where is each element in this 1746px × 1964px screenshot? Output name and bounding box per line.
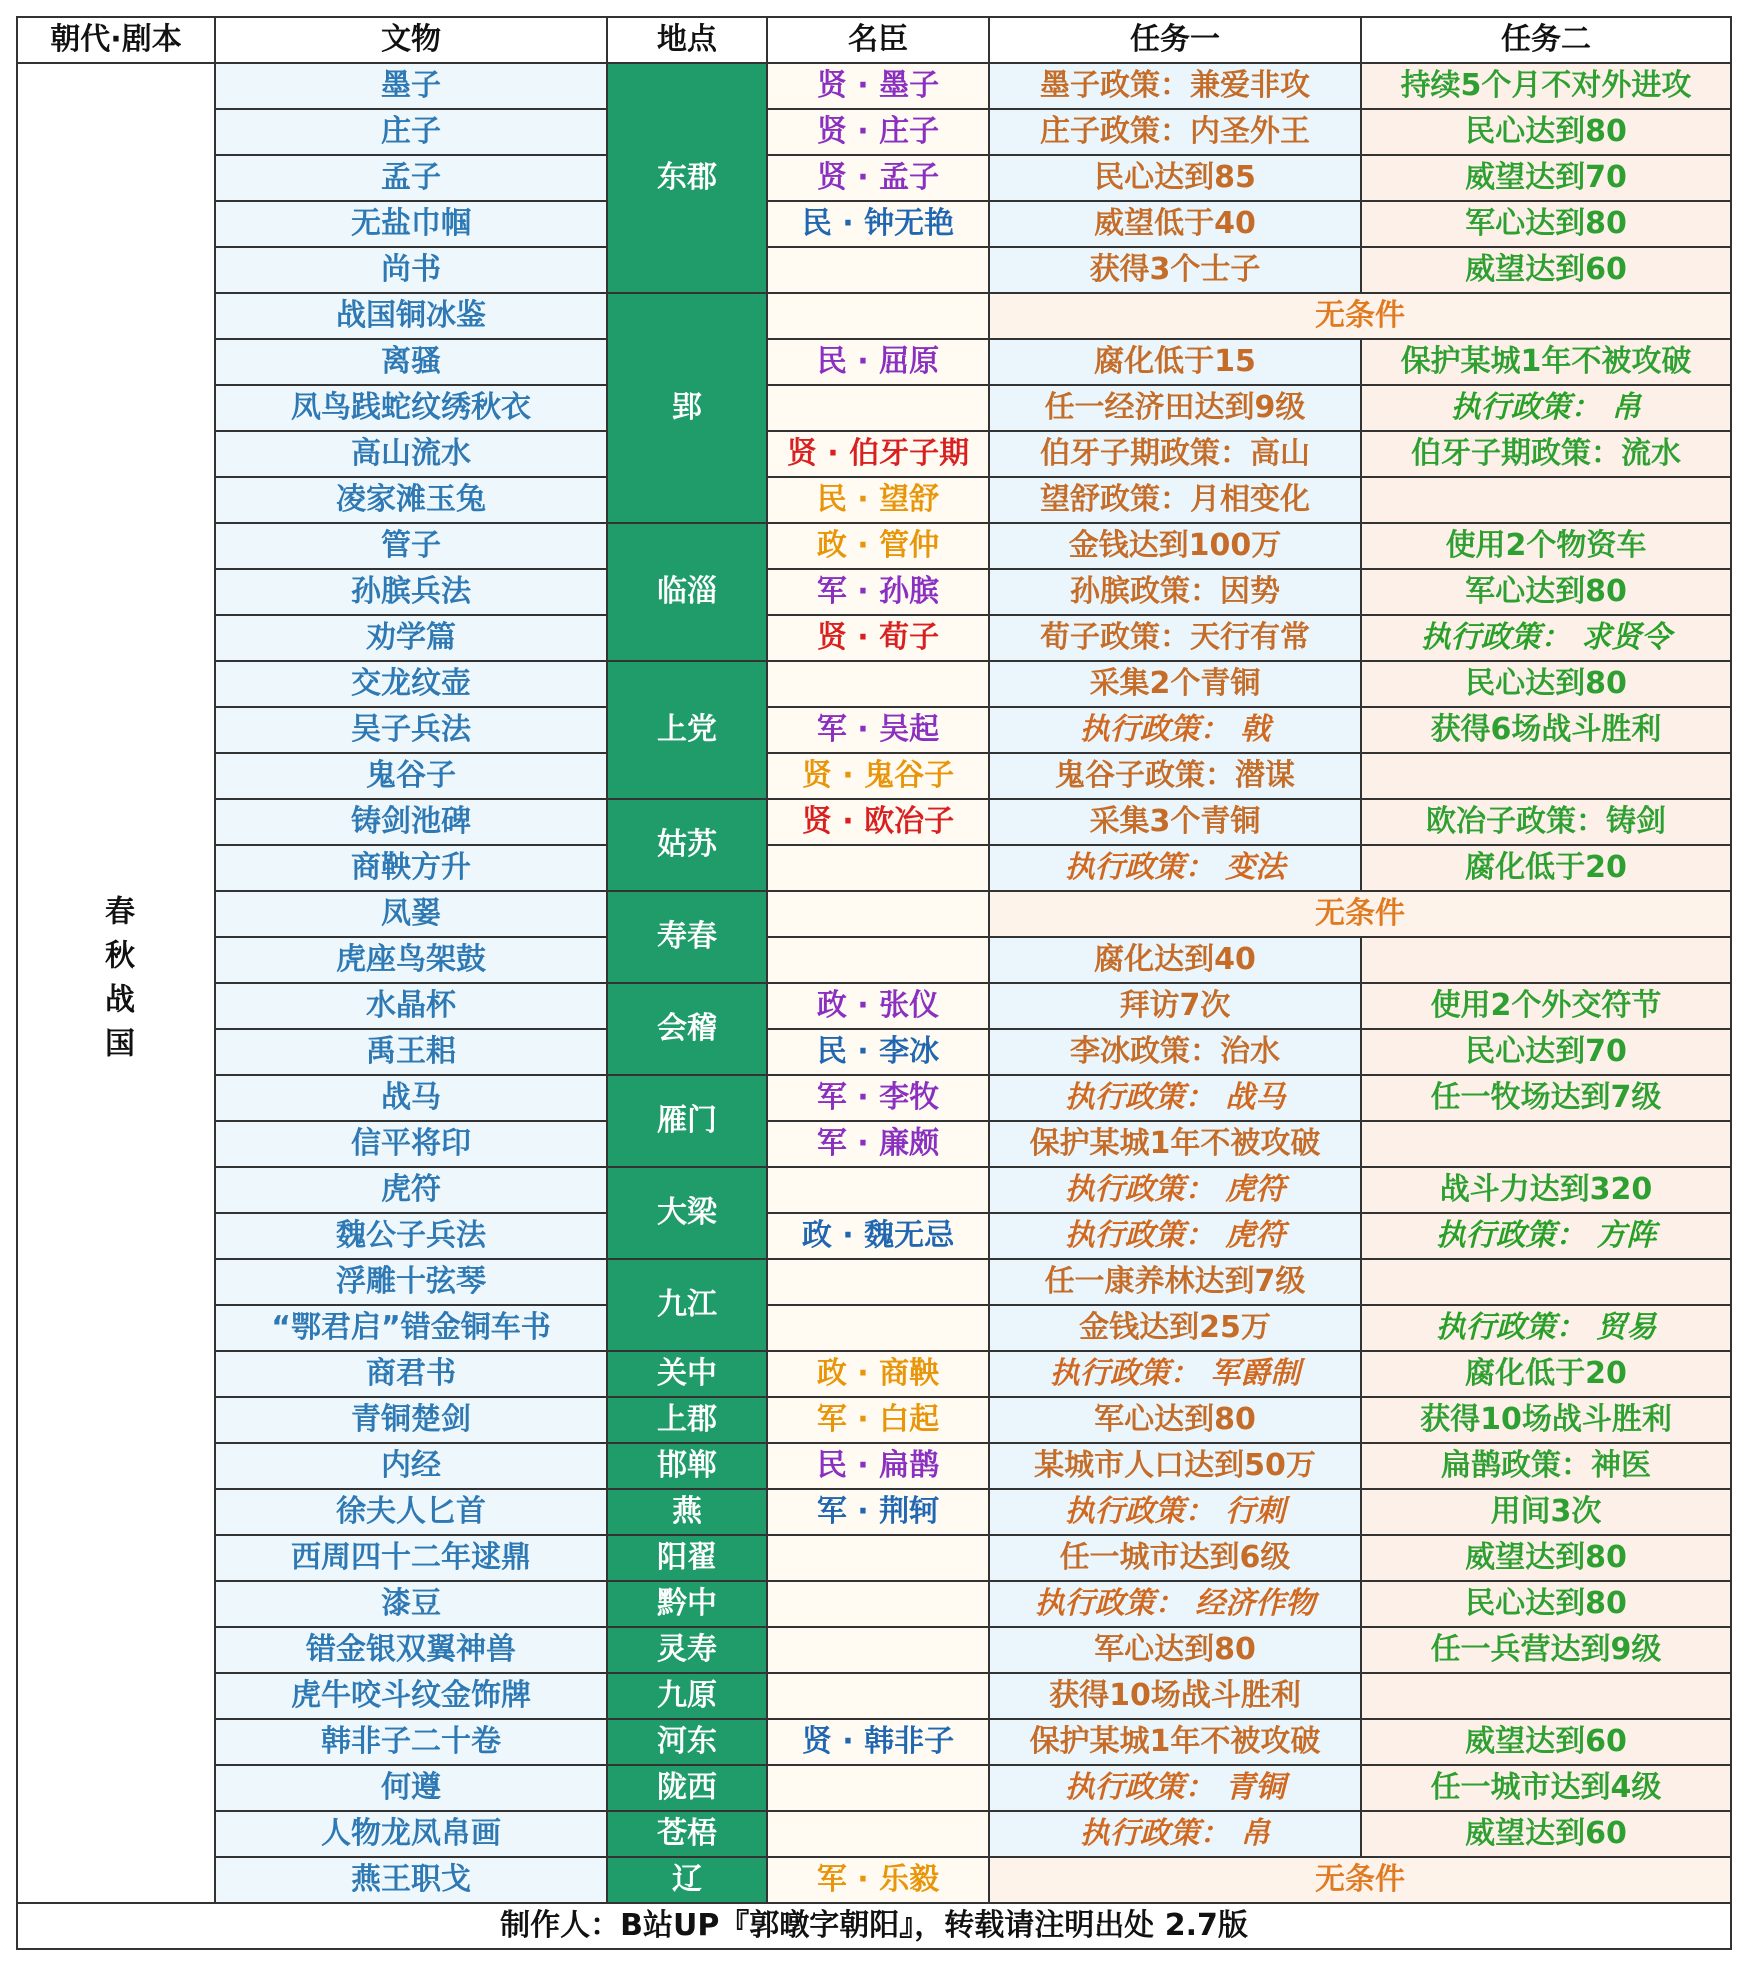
table-row: [17, 1627, 1731, 1673]
table-row: [17, 1029, 1731, 1075]
table-row: [17, 1535, 1731, 1581]
task2-cell: 获得6场战斗胜利: [1361, 707, 1731, 753]
minister-cell: [767, 937, 989, 983]
table-row: [17, 1857, 1731, 1903]
relic-cell: 人物龙凤帛画: [215, 1811, 607, 1857]
task1-cell: 获得3个士子: [989, 247, 1361, 293]
location-cell: 关中: [607, 1351, 767, 1397]
no-condition-cell: 无条件: [989, 891, 1731, 937]
minister-cell: 贤 · 荀子: [767, 615, 989, 661]
task1-cell: 保护某城1年不被攻破: [989, 1719, 1361, 1765]
task1-cell: 执行政策： 经济作物: [989, 1581, 1361, 1627]
location-cell: 九原: [607, 1673, 767, 1719]
task1-cell: 保护某城1年不被攻破: [989, 1121, 1361, 1167]
relic-cell: 管子: [215, 523, 607, 569]
minister-cell: 军 · 乐毅: [767, 1857, 989, 1903]
task1-cell: 任一城市达到6级: [989, 1535, 1361, 1581]
relic-cell: 墨子: [215, 63, 607, 109]
task1-cell: 民心达到85: [989, 155, 1361, 201]
task1-cell: 获得10场战斗胜利: [989, 1673, 1361, 1719]
table-row: [17, 661, 1731, 707]
table-row: [17, 983, 1731, 1029]
header-row: [17, 17, 1731, 63]
table-row: [17, 569, 1731, 615]
table-row: [17, 201, 1731, 247]
location-cell: 姑苏: [607, 799, 767, 891]
table-row: [17, 1765, 1731, 1811]
relic-cell: 高山流水: [215, 431, 607, 477]
relic-cell: 禹王耜: [215, 1029, 607, 1075]
task2-cell: 民心达到80: [1361, 1581, 1731, 1627]
task1-cell: 金钱达到100万: [989, 523, 1361, 569]
no-condition-cell: 无条件: [989, 293, 1731, 339]
minister-cell: [767, 891, 989, 937]
table-row: [17, 155, 1731, 201]
task2-cell: 威望达到60: [1361, 247, 1731, 293]
task1-cell: 执行政策： 虎符: [989, 1167, 1361, 1213]
table-row: [17, 109, 1731, 155]
minister-cell: 民 · 李冰: [767, 1029, 989, 1075]
table-row: [17, 477, 1731, 523]
task2-cell: [1361, 937, 1731, 983]
table-row: [17, 799, 1731, 845]
minister-cell: 贤 · 庄子: [767, 109, 989, 155]
location-cell: 陇西: [607, 1765, 767, 1811]
minister-cell: 民 · 望舒: [767, 477, 989, 523]
table-row: [17, 891, 1731, 937]
task2-cell: 威望达到80: [1361, 1535, 1731, 1581]
task1-cell: 伯牙子期政策：高山: [989, 431, 1361, 477]
minister-cell: 贤 · 孟子: [767, 155, 989, 201]
table-row: [17, 937, 1731, 983]
table-row: [17, 1581, 1731, 1627]
location-cell: 九江: [607, 1259, 767, 1351]
task1-cell: 任一康养林达到7级: [989, 1259, 1361, 1305]
relic-cell: 商鞅方升: [215, 845, 607, 891]
table-row: [17, 1673, 1731, 1719]
location-cell: 辽: [607, 1857, 767, 1903]
table-row: [17, 1443, 1731, 1489]
header-task2: 任务二: [1361, 17, 1731, 63]
minister-cell: 民 · 屈原: [767, 339, 989, 385]
relic-cell: 虎符: [215, 1167, 607, 1213]
location-cell: 临淄: [607, 523, 767, 661]
location-cell: 上郡: [607, 1397, 767, 1443]
relic-cell: 劝学篇: [215, 615, 607, 661]
relic-cell: 战国铜冰鉴: [215, 293, 607, 339]
relic-cell: 凤鸟践蛇纹绣秋衣: [215, 385, 607, 431]
task1-cell: 腐化低于15: [989, 339, 1361, 385]
relic-cell: 魏公子兵法: [215, 1213, 607, 1259]
task2-cell: 扁鹊政策：神医: [1361, 1443, 1731, 1489]
task1-cell: 采集2个青铜: [989, 661, 1361, 707]
relic-cell: 错金银双翼神兽: [215, 1627, 607, 1673]
relic-task-table: [16, 16, 1732, 1950]
relic-cell: 凤翣: [215, 891, 607, 937]
minister-cell: 贤 · 伯牙子期: [767, 431, 989, 477]
task2-cell: 军心达到80: [1361, 201, 1731, 247]
task1-cell: 执行政策： 战马: [989, 1075, 1361, 1121]
task1-cell: 军心达到80: [989, 1397, 1361, 1443]
relic-cell: 鬼谷子: [215, 753, 607, 799]
task2-cell: [1361, 477, 1731, 523]
task2-cell: 威望达到60: [1361, 1811, 1731, 1857]
table-row: [17, 1719, 1731, 1765]
task1-cell: 某城市人口达到50万: [989, 1443, 1361, 1489]
minister-cell: 民 · 钟无艳: [767, 201, 989, 247]
minister-cell: 军 · 孙膑: [767, 569, 989, 615]
location-cell: 郢: [607, 293, 767, 523]
relic-cell: 虎座鸟架鼓: [215, 937, 607, 983]
task2-cell: [1361, 753, 1731, 799]
location-cell: 东郡: [607, 63, 767, 293]
task1-cell: 执行政策： 军爵制: [989, 1351, 1361, 1397]
minister-cell: 政 · 商鞅: [767, 1351, 989, 1397]
table-row: [17, 385, 1731, 431]
minister-cell: [767, 1259, 989, 1305]
task2-cell: 威望达到60: [1361, 1719, 1731, 1765]
header-relic: 文物: [215, 17, 607, 63]
footer-row: [17, 1903, 1731, 1949]
minister-cell: [767, 845, 989, 891]
relic-cell: 交龙纹壶: [215, 661, 607, 707]
minister-cell: 军 · 白起: [767, 1397, 989, 1443]
task1-cell: 执行政策： 变法: [989, 845, 1361, 891]
task1-cell: 庄子政策：内圣外王: [989, 109, 1361, 155]
relic-cell: 庄子: [215, 109, 607, 155]
location-cell: 雁门: [607, 1075, 767, 1167]
task1-cell: 威望低于40: [989, 201, 1361, 247]
relic-cell: 浮雕十弦琴: [215, 1259, 607, 1305]
relic-cell: 尚书: [215, 247, 607, 293]
relic-cell: 战马: [215, 1075, 607, 1121]
era-cell: 春秋战国: [17, 63, 215, 1903]
minister-cell: 军 · 吴起: [767, 707, 989, 753]
task2-cell: 腐化低于20: [1361, 845, 1731, 891]
minister-cell: 贤 · 鬼谷子: [767, 753, 989, 799]
minister-cell: 军 · 荆轲: [767, 1489, 989, 1535]
relic-cell: 离骚: [215, 339, 607, 385]
relic-cell: 无盐巾帼: [215, 201, 607, 247]
task2-cell: 用间3次: [1361, 1489, 1731, 1535]
minister-cell: [767, 1811, 989, 1857]
minister-cell: [767, 1673, 989, 1719]
relic-cell: 信平将印: [215, 1121, 607, 1167]
location-cell: 上党: [607, 661, 767, 799]
relic-cell: “鄂君启”错金铜车书: [215, 1305, 607, 1351]
task2-cell: [1361, 1121, 1731, 1167]
location-cell: 燕: [607, 1489, 767, 1535]
table-row: [17, 1397, 1731, 1443]
header-location: 地点: [607, 17, 767, 63]
relic-cell: 西周四十二年逑鼎: [215, 1535, 607, 1581]
task2-cell: 执行政策： 贸易: [1361, 1305, 1731, 1351]
minister-cell: [767, 1627, 989, 1673]
task1-cell: 执行政策： 帛: [989, 1811, 1361, 1857]
location-cell: 阳翟: [607, 1535, 767, 1581]
task1-cell: 采集3个青铜: [989, 799, 1361, 845]
table-row: [17, 1259, 1731, 1305]
task2-cell: 保护某城1年不被攻破: [1361, 339, 1731, 385]
relic-cell: 水晶杯: [215, 983, 607, 1029]
minister-cell: 政 · 管仲: [767, 523, 989, 569]
header-era: 朝代·剧本: [17, 17, 215, 63]
task2-cell: 伯牙子期政策：流水: [1361, 431, 1731, 477]
relic-cell: 青铜楚剑: [215, 1397, 607, 1443]
table-row: [17, 63, 1731, 109]
relic-cell: 韩非子二十卷: [215, 1719, 607, 1765]
location-cell: 邯郸: [607, 1443, 767, 1489]
task1-cell: 孙膑政策：因势: [989, 569, 1361, 615]
minister-cell: 军 · 廉颇: [767, 1121, 989, 1167]
relic-cell: 虎牛咬斗纹金饰牌: [215, 1673, 607, 1719]
task2-cell: 战斗力达到320: [1361, 1167, 1731, 1213]
minister-cell: 政 · 张仪: [767, 983, 989, 1029]
minister-cell: [767, 247, 989, 293]
task1-cell: 墨子政策：兼爱非攻: [989, 63, 1361, 109]
minister-cell: [767, 1535, 989, 1581]
table-row: [17, 1213, 1731, 1259]
header-minister: 名臣: [767, 17, 989, 63]
task2-cell: 任一牧场达到7级: [1361, 1075, 1731, 1121]
task2-cell: 欧冶子政策：铸剑: [1361, 799, 1731, 845]
relic-cell: 何遵: [215, 1765, 607, 1811]
task2-cell: 民心达到70: [1361, 1029, 1731, 1075]
task2-cell: 执行政策： 方阵: [1361, 1213, 1731, 1259]
table-row: [17, 1121, 1731, 1167]
task1-cell: 军心达到80: [989, 1627, 1361, 1673]
relic-cell: 商君书: [215, 1351, 607, 1397]
table-row: [17, 845, 1731, 891]
relic-cell: 孟子: [215, 155, 607, 201]
table-row: [17, 1811, 1731, 1857]
task2-cell: 任一城市达到4级: [1361, 1765, 1731, 1811]
location-cell: 大梁: [607, 1167, 767, 1259]
relic-cell: 凌家滩玉兔: [215, 477, 607, 523]
table-row: [17, 707, 1731, 753]
task1-cell: 拜访7次: [989, 983, 1361, 1029]
task2-cell: 威望达到70: [1361, 155, 1731, 201]
relic-cell: 孙膑兵法: [215, 569, 607, 615]
relic-cell: 漆豆: [215, 1581, 607, 1627]
table-row: [17, 753, 1731, 799]
table-row: [17, 1075, 1731, 1121]
minister-cell: 贤 · 韩非子: [767, 1719, 989, 1765]
table-row: [17, 431, 1731, 477]
minister-cell: 贤 · 墨子: [767, 63, 989, 109]
task2-cell: 执行政策： 帛: [1361, 385, 1731, 431]
task2-cell: 腐化低于20: [1361, 1351, 1731, 1397]
relic-cell: 内经: [215, 1443, 607, 1489]
minister-cell: 贤 · 欧冶子: [767, 799, 989, 845]
task2-cell: [1361, 1259, 1731, 1305]
table-row: [17, 1351, 1731, 1397]
minister-cell: 民 · 扁鹊: [767, 1443, 989, 1489]
table-row: [17, 1167, 1731, 1213]
task2-cell: 民心达到80: [1361, 109, 1731, 155]
task1-cell: 执行政策： 青铜: [989, 1765, 1361, 1811]
task2-cell: 军心达到80: [1361, 569, 1731, 615]
minister-cell: [767, 1581, 989, 1627]
task1-cell: 腐化达到40: [989, 937, 1361, 983]
relic-cell: 徐夫人匕首: [215, 1489, 607, 1535]
table-row: [17, 523, 1731, 569]
task1-cell: 执行政策： 虎符: [989, 1213, 1361, 1259]
footer-credit: 制作人：B站UP『郭暾字朝阳』，转载请注明出处 2.7版: [17, 1903, 1731, 1949]
table-row: [17, 615, 1731, 661]
minister-cell: [767, 293, 989, 339]
minister-cell: 军 · 李牧: [767, 1075, 989, 1121]
task1-cell: 任一经济田达到9级: [989, 385, 1361, 431]
task1-cell: 鬼谷子政策：潜谋: [989, 753, 1361, 799]
task2-cell: 获得10场战斗胜利: [1361, 1397, 1731, 1443]
location-cell: 寿春: [607, 891, 767, 983]
task1-cell: 执行政策： 行刺: [989, 1489, 1361, 1535]
task1-cell: 望舒政策：月相变化: [989, 477, 1361, 523]
task1-cell: 李冰政策：治水: [989, 1029, 1361, 1075]
task1-cell: 金钱达到25万: [989, 1305, 1361, 1351]
table-row: [17, 293, 1731, 339]
task2-cell: 持续5个月不对外进攻: [1361, 63, 1731, 109]
relic-cell: 吴子兵法: [215, 707, 607, 753]
task2-cell: 执行政策： 求贤令: [1361, 615, 1731, 661]
location-cell: 河东: [607, 1719, 767, 1765]
minister-cell: [767, 1305, 989, 1351]
task2-cell: 使用2个物资车: [1361, 523, 1731, 569]
table-row: [17, 339, 1731, 385]
location-cell: 会稽: [607, 983, 767, 1075]
task2-cell: 使用2个外交符节: [1361, 983, 1731, 1029]
minister-cell: [767, 385, 989, 431]
task2-cell: 民心达到80: [1361, 661, 1731, 707]
task2-cell: 任一兵营达到9级: [1361, 1627, 1731, 1673]
minister-cell: [767, 661, 989, 707]
relic-cell: 铸剑池碑: [215, 799, 607, 845]
table-row: [17, 1305, 1731, 1351]
minister-cell: [767, 1167, 989, 1213]
minister-cell: [767, 1765, 989, 1811]
no-condition-cell: 无条件: [989, 1857, 1731, 1903]
location-cell: 黔中: [607, 1581, 767, 1627]
task1-cell: 执行政策： 戟: [989, 707, 1361, 753]
task2-cell: [1361, 1673, 1731, 1719]
location-cell: 苍梧: [607, 1811, 767, 1857]
task1-cell: 荀子政策：天行有常: [989, 615, 1361, 661]
minister-cell: 政 · 魏无忌: [767, 1213, 989, 1259]
location-cell: 灵寿: [607, 1627, 767, 1673]
relic-cell: 燕王职戈: [215, 1857, 607, 1903]
table-row: [17, 1489, 1731, 1535]
table-row: [17, 247, 1731, 293]
header-task1: 任务一: [989, 17, 1361, 63]
